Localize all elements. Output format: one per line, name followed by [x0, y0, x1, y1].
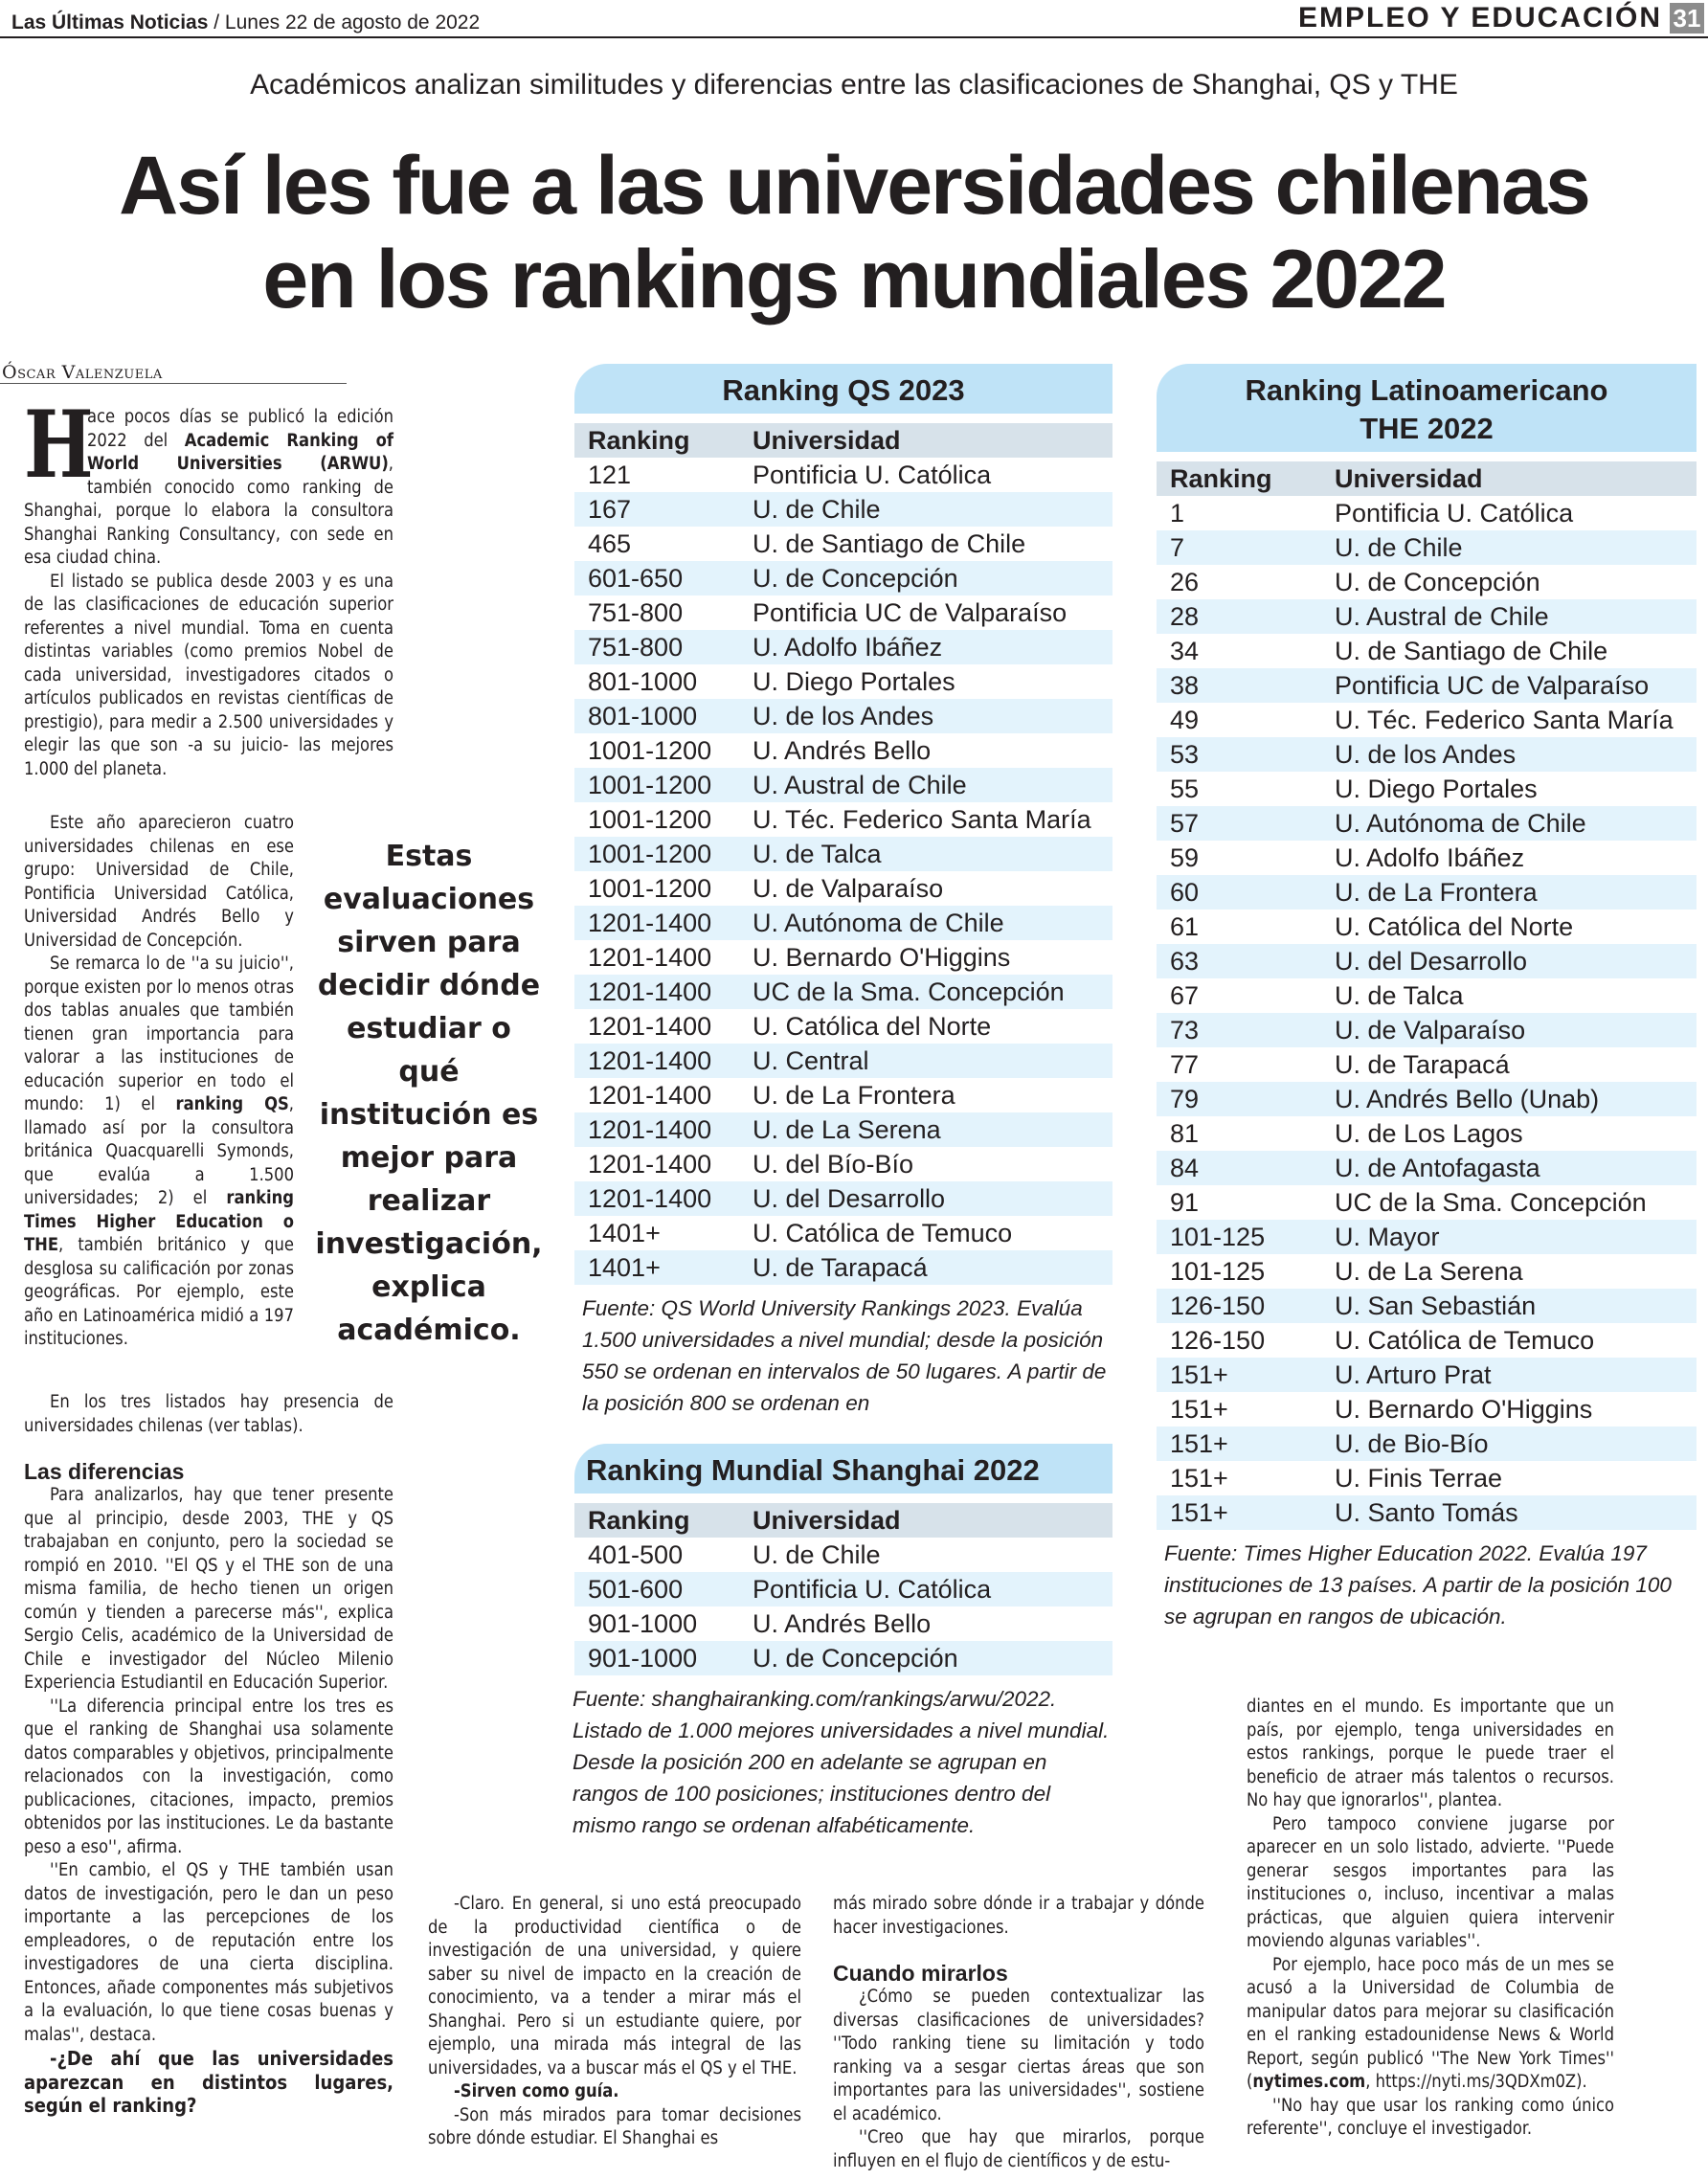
table-row: [574, 768, 1112, 802]
table-shanghai-source: Fuente: shanghairanking.com/rankings/arwu/2022. Listado de 1.000 mejores universidades a nivel mundial. Desde la posición 200 en adelante se agrupan en rangos de 100 posiciones; instituciones dentro del mismo rango se ordenan alfabéticamente.: [573, 1687, 1110, 1837]
table-row: [1157, 806, 1697, 841]
header-universidad: Universidad: [1335, 464, 1483, 493]
header-universidad: Universidad: [753, 1506, 901, 1535]
cell-ranking: 63: [1170, 947, 1200, 976]
cell-ranking: 121: [588, 461, 632, 489]
cell-ranking: 61: [1170, 912, 1200, 941]
table-row: [574, 975, 1112, 1009]
cell-ranking: 901-1000: [588, 1609, 698, 1638]
table-qs-source-clip: [574, 1285, 1112, 1415]
table-the-title-line-2: THE 2022: [1360, 412, 1494, 445]
cell-ranking: 126-150: [1170, 1292, 1266, 1320]
headline-line-2: en los rankings mundiales 2022: [262, 234, 1446, 326]
table-row: [574, 1216, 1112, 1250]
cell-universidad: U. Téc. Federico Santa María: [1335, 706, 1674, 734]
paragraph: Para analizarlos, hay que tener presente que al principio, desde 2003, THE y QS trabajaban en conjunto, pero la sociedad se rompió en 2010. ''El QS y el THE son de una misma familia, de hecho tienen un origen común y tienden a parecerse más'', explica Sergio Celis, académico de la Universidad de Chile e investigador del Núcleo Milenio Experiencia Estudiantil en Educación Superior.: [24, 1485, 393, 1693]
cell-universidad: U. de La Serena: [753, 1115, 941, 1144]
question: -¿De ahí que las universidades aparezcan en distintos lugares, según el ranking?: [24, 2047, 393, 2117]
cell-ranking: 151+: [1170, 1395, 1228, 1424]
table-row: [1157, 1082, 1697, 1116]
cell-ranking: 1201-1400: [588, 1150, 712, 1179]
table-shanghai-header: [574, 1503, 1112, 1538]
table-the-title-line-1: Ranking Latinoamericano: [1245, 373, 1608, 407]
text: Por ejemplo, hace poco más de un mes se acusó a la Universidad de Columbia de manipular datos para mejorar su clasificación en el ranking estadounidense News & World Report, según publicó ''The New York Times'' (: [1247, 1954, 1614, 2092]
table-row: [1157, 1495, 1697, 1530]
cell-ranking: 101-125: [1170, 1257, 1266, 1286]
table-row: [1157, 1323, 1697, 1358]
cell-ranking: 49: [1170, 706, 1200, 734]
table-row: [1157, 1254, 1697, 1289]
subheading-cuando-mirarlos: Cuando mirarlos: [833, 1961, 1008, 1986]
cell-universidad: U. de Concepción: [1335, 568, 1540, 596]
table-row: [1157, 1289, 1697, 1323]
table-the-source: Fuente: Times Higher Education 2022. Evalúa 197 instituciones de 13 países. A partir de la posición 100 se agrupan en rangos de ubicación.: [1164, 1541, 1672, 1629]
cell-universidad: U. Católica de Temuco: [1335, 1326, 1595, 1355]
table-row: [1157, 1392, 1697, 1426]
paragraph: El listado se publica desde 2003 y es una de las clasificaciones de educación superior referentes a nivel mundial. Toma en cuenta distintas variables (como premios Nobel de cada universidad, investigadores citados o artículos publicados en revistas científicas de prestigio), para medir a 2.500 universidades y elegir las que son -a su juicio- las mejores 1.000 del planeta.: [24, 571, 393, 779]
cell-ranking: 465: [588, 529, 632, 558]
headline-line-1: Así les fue a las universidades chilenas: [119, 140, 1589, 232]
table-row: [574, 1009, 1112, 1044]
cell-ranking: 1201-1400: [588, 1081, 712, 1110]
table-row: [1157, 737, 1697, 772]
cell-universidad: U. de Tarapacá: [1335, 1050, 1510, 1079]
paragraph: [24, 953, 294, 1352]
cell-ranking: 55: [1170, 775, 1200, 803]
cell-universidad: U. Andrés Bello: [753, 1609, 932, 1638]
cell-ranking: 151+: [1170, 1360, 1228, 1389]
masthead: [11, 11, 480, 34]
text: , también conocido como ranking de Shanghai, porque lo elabora la consultora Shanghai Ranking Consultancy, con sede en esa ciudad china.: [24, 454, 393, 568]
cell-ranking: 1201-1400: [588, 1012, 712, 1041]
cell-ranking: 501-600: [588, 1575, 684, 1604]
cell-universidad: U. de Valparaíso: [753, 874, 944, 903]
bold-text: ranking Times Higher Education o THE: [24, 1188, 294, 1255]
cell-universidad: U. de Concepción: [753, 1644, 958, 1673]
table-row: [1157, 910, 1697, 944]
table-row: [574, 664, 1112, 699]
cell-universidad: U. Bernardo O'Higgins: [1335, 1395, 1593, 1424]
table-row: [1157, 944, 1697, 978]
pull-quote: Estas evaluaciones sirven para decidir dónde estudiar o qué institución es mejor para realizar investigación, explica académico.: [315, 840, 543, 1347]
paragraph: [1247, 1954, 1614, 2095]
paragraph: -Claro. En general, si uno está preocupado de la productividad científica o de investigación de una universidad, y quiere saber su nivel de impacto en la creación de conocimiento, va a tender a mirar más el Shanghai. Pero si un estudiante quiere, por ejemplo, una mirada más integral de las universidades, va a buscar más el QS y el THE.: [428, 1894, 801, 2078]
cell-ranking: 1201-1400: [588, 1046, 712, 1075]
cell-ranking: 151+: [1170, 1429, 1228, 1458]
cell-universidad: U. de Talca: [1335, 981, 1464, 1010]
cell-ranking: 7: [1170, 533, 1185, 562]
table-row: [1157, 875, 1697, 910]
table-row: [1157, 1426, 1697, 1461]
article-column-1-narrow: [24, 812, 294, 1352]
cell-ranking: 401-500: [588, 1540, 684, 1569]
table-row: [1157, 978, 1697, 1013]
cell-ranking: 91: [1170, 1188, 1200, 1217]
cell-ranking: 1001-1200: [588, 840, 712, 868]
table-row: [574, 1147, 1112, 1181]
cell-universidad: U. Santo Tomás: [1335, 1498, 1518, 1527]
table-row: [1157, 703, 1697, 737]
table-row: [1157, 634, 1697, 668]
cell-universidad: U. de Bio-Bío: [1335, 1429, 1489, 1458]
cell-ranking: 1201-1400: [588, 977, 712, 1006]
cell-universidad: U. de Concepción: [753, 564, 958, 593]
cell-ranking: 167: [588, 495, 632, 524]
cell-ranking: 126-150: [1170, 1326, 1266, 1355]
cell-universidad: U. de Tarapacá: [753, 1253, 928, 1282]
cell-universidad: UC de la Sma. Concepción: [1335, 1188, 1647, 1217]
cell-ranking: 1201-1400: [588, 909, 712, 937]
table-row: [574, 1044, 1112, 1078]
cell-ranking: 84: [1170, 1154, 1200, 1182]
table-row: [574, 1572, 1112, 1606]
cell-ranking: 751-800: [588, 633, 684, 662]
cell-universidad: U. de La Frontera: [753, 1081, 955, 1110]
question: -Sirven como guía.: [454, 2081, 619, 2101]
table-row: [574, 733, 1112, 768]
table-row: [574, 458, 1112, 492]
cell-universidad: U. de Chile: [753, 495, 881, 524]
table-row: [1157, 599, 1697, 634]
table-row: [574, 630, 1112, 664]
cell-universidad: U. Adolfo Ibáñez: [753, 633, 943, 662]
table-row: [1157, 1220, 1697, 1254]
table-qs-title: Ranking QS 2023: [574, 364, 1112, 414]
cell-ranking: 1: [1170, 499, 1185, 528]
cell-universidad: U. de Antofagasta: [1335, 1154, 1540, 1182]
paragraph: ''No hay que usar los ranking como único referente'', concluye el investigador.: [1247, 2095, 1614, 2139]
cell-ranking: 28: [1170, 602, 1200, 631]
cell-ranking: 59: [1170, 843, 1200, 872]
cell-universidad: U. del Desarrollo: [753, 1184, 946, 1213]
cell-universidad: U. de los Andes: [1335, 740, 1517, 769]
table-row: [1157, 496, 1697, 530]
text: , también británico y que desglosa su calificación por zonas geográficas. Por ejemplo, este año en Latinoamérica midió a 197 instituciones.: [24, 1235, 294, 1349]
table-row: [574, 595, 1112, 630]
masthead-separator: /: [208, 11, 225, 34]
table-the-title: [1157, 364, 1697, 452]
cell-ranking: 1401+: [588, 1253, 661, 1282]
cell-ranking: 77: [1170, 1050, 1200, 1079]
cell-universidad: U. Católica del Norte: [753, 1012, 992, 1041]
cell-universidad: U. Austral de Chile: [753, 771, 967, 799]
table-the-header: [1157, 461, 1697, 496]
kicker: Académicos analizan similitudes y diferencias entre las clasificaciones de Shanghai, QS y THE: [250, 69, 1458, 101]
paragraph: ''La diferencia principal entre los tres es que el ranking de Shanghai usa solamente datos comparables y objetivos, principalmente relacionados con la investigación, como publicaciones, citaciones, impacto, premios obtenidos por las instituciones. Le da bastante peso a eso'', afirma.: [24, 1696, 393, 1857]
cell-ranking: 801-1000: [588, 667, 698, 696]
cell-ranking: 38: [1170, 671, 1200, 700]
table-row: [574, 527, 1112, 561]
cell-universidad: U. Diego Portales: [1335, 775, 1538, 803]
table-row: [1157, 841, 1697, 875]
cell-universidad: U. de La Frontera: [1335, 878, 1538, 907]
table-row: [574, 1181, 1112, 1216]
table-row: [574, 871, 1112, 906]
header-ranking: Ranking: [588, 1506, 690, 1535]
table-row: [1157, 1358, 1697, 1392]
header-ranking: Ranking: [1170, 464, 1272, 493]
article-column-1: [24, 391, 394, 781]
issue-date: Lunes 22 de agosto de 2022: [224, 11, 481, 34]
link-nytimes: nytimes.com: [1252, 2072, 1366, 2092]
table-row: [1157, 668, 1697, 703]
cell-universidad: U. de Chile: [753, 1540, 881, 1569]
paragraph: [24, 391, 394, 571]
cell-ranking: 151+: [1170, 1464, 1228, 1493]
article-column-2: [428, 1893, 801, 2151]
cell-universidad: U. Téc. Federico Santa María: [753, 805, 1091, 834]
cell-universidad: U. de Valparaíso: [1335, 1016, 1526, 1045]
cell-ranking: 101-125: [1170, 1223, 1266, 1251]
paragraph: En los tres listados hay presencia de universidades chilenas (ver tablas).: [24, 1392, 393, 1436]
cell-ranking: 901-1000: [588, 1644, 698, 1673]
paragraph: ¿Cómo se pueden contextualizar las diversas clasificaciones de universidades? ''Todo ranking tiene su limitación y todo ranking va a sesgar ciertas áreas que son importantes para las universidades'', sostiene el académico.: [833, 1987, 1204, 2124]
byline-rule: [0, 383, 347, 384]
cell-universidad: U. Austral de Chile: [1335, 602, 1549, 631]
cell-ranking: 1001-1200: [588, 736, 712, 765]
cell-universidad: UC de la Sma. Concepción: [753, 977, 1065, 1006]
cell-universidad: U. Andrés Bello: [753, 736, 932, 765]
table-the-body: [1157, 496, 1697, 1530]
cell-ranking: 751-800: [588, 598, 684, 627]
article-column-4: [1247, 1696, 1614, 2142]
cell-universidad: U. de Talca: [753, 840, 882, 868]
table-qs-body: [574, 458, 1112, 1285]
table-row: [1157, 1185, 1697, 1220]
cell-ranking: 151+: [1170, 1498, 1228, 1527]
cell-universidad: Pontificia U. Católica: [753, 1575, 992, 1604]
table-row: [574, 802, 1112, 837]
cell-ranking: 67: [1170, 981, 1200, 1010]
cell-universidad: U. Católica del Norte: [1335, 912, 1574, 941]
table-shanghai-body: [574, 1538, 1112, 1675]
cell-ranking: 1201-1400: [588, 1184, 712, 1213]
cell-ranking: 57: [1170, 809, 1200, 838]
subheading-diferencias: Las diferencias: [24, 1459, 185, 1484]
cell-universidad: U. San Sebastián: [1335, 1292, 1537, 1320]
cell-universidad: U. de Santiago de Chile: [1335, 637, 1608, 665]
cell-ranking: 34: [1170, 637, 1200, 665]
table-row: [1157, 530, 1697, 565]
paragraph: más mirado sobre dónde ir a trabajar y dónde hacer investigaciones.: [833, 1894, 1204, 1938]
table-row: [1157, 1461, 1697, 1495]
table-row: [574, 1250, 1112, 1285]
text: , https://nyti.ms/3QDXm0Z).: [1365, 2072, 1587, 2092]
cell-ranking: 1201-1400: [588, 943, 712, 972]
masthead-rule: [0, 36, 1708, 38]
table-row: [1157, 1151, 1697, 1185]
cell-universidad: U. Mayor: [1335, 1223, 1440, 1251]
cell-universidad: U. Católica de Temuco: [753, 1219, 1013, 1247]
cell-ranking: 60: [1170, 878, 1200, 907]
text: Se remarca lo de ''a su juicio'', porque existen por lo menos otras dos tablas anuales que también tienen gran importancia para valorar a las instituciones de educación superior en todo el mundo: 1) el: [24, 954, 294, 1114]
cell-ranking: 1201-1400: [588, 1115, 712, 1144]
section-title: EMPLEO Y EDUCACIÓN: [1298, 2, 1662, 34]
text: , llamado así por la consultora británica Quacquarelli Symonds, que evalúa a 1.500 universidades; 2) el: [24, 1094, 294, 1208]
cell-universidad: U. Bernardo O'Higgins: [753, 943, 1011, 972]
table-row: [1157, 1013, 1697, 1047]
header-universidad: Universidad: [753, 426, 901, 455]
table-row: [574, 1606, 1112, 1641]
cell-universidad: U. del Bío-Bío: [753, 1150, 914, 1179]
table-row: [574, 940, 1112, 975]
cell-universidad: Pontificia UC de Valparaíso: [1335, 671, 1650, 700]
table-row: [1157, 565, 1697, 599]
cell-universidad: U. de los Andes: [753, 702, 934, 730]
text: ace pocos días se publicó la edición 2022 del: [87, 407, 393, 451]
cell-universidad: U. Autónoma de Chile: [1335, 809, 1586, 838]
table-row: [574, 699, 1112, 733]
table-qs-source: Fuente: QS World University Rankings 2023. Evalúa 1.500 universidades a nivel mundial; desde la posición 550 se ordenan en intervalos de 50 lugares. A partir de la posición 800 se ordenan en: [582, 1296, 1107, 1415]
paragraph: ''En cambio, el QS y THE también usan datos de investigación, pero le dan un peso importante a las percepciones de los empleadores, o de reputación entre los investigadores de una cierta disciplina. Entonces, añade componentes más subjetivos a la evaluación, lo que tiene cosas buenas y malas'', destaca.: [24, 1860, 393, 2045]
cell-universidad: U. Arturo Prat: [1335, 1360, 1492, 1389]
paragraph: ''Creo que hay que mirarlos, porque influyen en el flujo de científicos y de estu-: [833, 2127, 1204, 2171]
article-column-1-lower: [24, 1391, 393, 2118]
cell-universidad: U. de Chile: [1335, 533, 1463, 562]
cell-universidad: U. Diego Portales: [753, 667, 955, 696]
cell-universidad: Pontificia U. Católica: [753, 461, 992, 489]
paragraph: diantes en el mundo. Es importante que un país, por ejemplo, tenga universidades en estos rankings, porque le puede traer el beneficio de atraer más talentos o recursos. No hay que ignorarlos'', plantea.: [1247, 1696, 1614, 1810]
headline: [0, 139, 1708, 326]
cell-ranking: 1001-1200: [588, 805, 712, 834]
table-row: [574, 492, 1112, 527]
cell-ranking: 81: [1170, 1119, 1200, 1148]
cell-ranking: 26: [1170, 568, 1200, 596]
cell-universidad: Pontificia U. Católica: [1335, 499, 1574, 528]
cell-ranking: 1401+: [588, 1219, 661, 1247]
table-row: [1157, 1116, 1697, 1151]
bold-text: ranking QS: [175, 1094, 289, 1114]
drop-cap: H: [24, 391, 94, 499]
cell-ranking: 1001-1200: [588, 874, 712, 903]
cell-universidad: U. del Desarrollo: [1335, 947, 1528, 976]
table-row: [574, 561, 1112, 595]
cell-universidad: U. Central: [753, 1046, 869, 1075]
cell-universidad: U. Finis Terrae: [1335, 1464, 1503, 1493]
article-column-3: [833, 1893, 1204, 2173]
cell-ranking: 53: [1170, 740, 1200, 769]
cell-universidad: Pontificia UC de Valparaíso: [753, 598, 1068, 627]
cell-ranking: 801-1000: [588, 702, 698, 730]
table-row: [574, 1641, 1112, 1675]
header-ranking: Ranking: [588, 426, 690, 455]
cell-ranking: 1001-1200: [588, 771, 712, 799]
cell-universidad: U. de Los Lagos: [1335, 1119, 1523, 1148]
cell-universidad: U. de La Serena: [1335, 1257, 1523, 1286]
page-number: 31: [1670, 3, 1704, 34]
cell-ranking: 79: [1170, 1085, 1200, 1113]
table-shanghai-title: Ranking Mundial Shanghai 2022: [574, 1444, 1112, 1494]
cell-universidad: U. Autónoma de Chile: [753, 909, 1004, 937]
table-row: [574, 906, 1112, 940]
paragraph: -Son más mirados para tomar decisiones sobre dónde estudiar. El Shanghai es: [428, 2104, 801, 2148]
bold-text: Academic Ranking of World Universities (ARWU): [87, 430, 394, 474]
cell-universidad: U. Adolfo Ibáñez: [1335, 843, 1525, 872]
table-row: [1157, 772, 1697, 806]
table-the: [1157, 364, 1697, 1632]
cell-universidad: U. Andrés Bello (Unab): [1335, 1085, 1600, 1113]
table-shanghai: [574, 1444, 1112, 1841]
byline: Óscar Valenzuela: [2, 362, 163, 383]
table-row: [574, 1538, 1112, 1572]
cell-ranking: 601-650: [588, 564, 684, 593]
paragraph: Este año aparecieron cuatro universidades chilenas en ese grupo: Universidad de Chile, Pontificia Universidad Católica, Universidad Andrés Bello y Universidad de Concepción.: [24, 813, 294, 951]
table-row: [574, 1078, 1112, 1112]
cell-ranking: 73: [1170, 1016, 1200, 1045]
table-row: [574, 837, 1112, 871]
cell-universidad: U. de Santiago de Chile: [753, 529, 1026, 558]
table-row: [1157, 1047, 1697, 1082]
newspaper-name: Las Últimas Noticias: [11, 11, 209, 34]
table-qs-header: [574, 423, 1112, 458]
paragraph: Pero tampoco conviene jugarse por aparecer en un solo listado, advierte. ''Puede generar sesgos importantes para las instituciones o, incluso, incentivar a malas prácticas, que alguien quiera intervenir moviendo algunas variables''.: [1247, 1813, 1614, 1951]
table-qs: [574, 364, 1112, 1415]
table-row: [574, 1112, 1112, 1147]
